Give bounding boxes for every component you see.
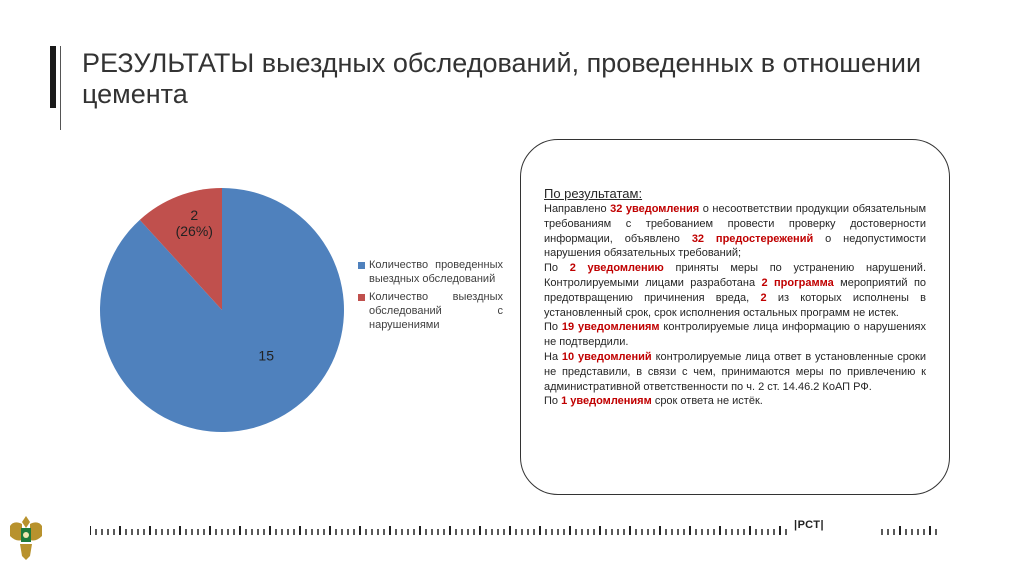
legend-label-surveys: Количество проведенных выездных обследований <box>369 259 503 285</box>
highlight-2-programs: 2 программа <box>761 276 834 289</box>
results-paragraph-2: По 2 уведомлению приняты меры по устранению нарушений. Контролируемыми лицами разработана 2 программа мероприятий по предотвращению причинения вреда, 2 из которых исполнены в установленный срок, срок исполнения остальных программ не истек. <box>544 262 927 319</box>
legend-swatch-surveys <box>358 262 365 269</box>
coat-of-arms-emblem <box>6 510 46 566</box>
highlight-2-notifications: 2 уведомлению <box>569 262 664 275</box>
results-heading: По результатам: <box>544 186 643 201</box>
highlight-2-completed: 2 <box>760 291 767 304</box>
highlight-32-warnings: 32 предостережений <box>691 232 814 245</box>
results-paragraph-3: По 19 уведомлениям контролируемые лица информацию о нарушениях не подтвердили. <box>544 321 927 349</box>
highlight-10-notifications: 10 уведомлений <box>561 350 652 363</box>
highlight-1-notification: 1 уведомлениям <box>561 395 652 408</box>
highlight-19-notifications: 19 уведомлениям <box>561 321 660 334</box>
results-paragraph-1: Направлено 32 уведомления о несоответствии продукции обязательным требованиям с требованием провести проверку достоверности информации, объявлено 32 предостережений о недопустимости нарушения обязательных требований; <box>544 203 927 260</box>
chart-legend <box>358 258 503 336</box>
highlight-32-notifications: 32 уведомления <box>610 203 700 215</box>
legend-item-surveys <box>358 258 503 286</box>
results-paragraph-5: По 1 уведомлениям срок ответа не истёк. <box>544 395 763 408</box>
page-title: РЕЗУЛЬТАТЫ выездных обследований, проведенных в отношении цемента <box>82 48 922 109</box>
results-paragraph-4: На 10 уведомлений контролируемые лица ответ в установленные сроки не представили, в связи с чем, принимаются меры по привлечению к административной ответственности по ч. 2 ст. 14.46.2 КоАП РФ. <box>544 350 926 393</box>
legend-swatch-violations <box>358 294 365 301</box>
data-label-surveys: 15 <box>258 347 275 364</box>
data-label-violations: 2 <box>190 207 199 224</box>
title-accent-line <box>60 46 61 130</box>
legend-label-violations: Количество выездных обследований с нарушениями <box>369 291 503 331</box>
results-text <box>544 186 926 409</box>
pie-chart <box>95 183 355 433</box>
legend-item-violations <box>358 290 503 332</box>
footer-brand: |РСТ| <box>794 519 825 531</box>
data-label-violations-percent: (26%) <box>175 223 213 240</box>
title-accent-bar <box>50 46 56 108</box>
